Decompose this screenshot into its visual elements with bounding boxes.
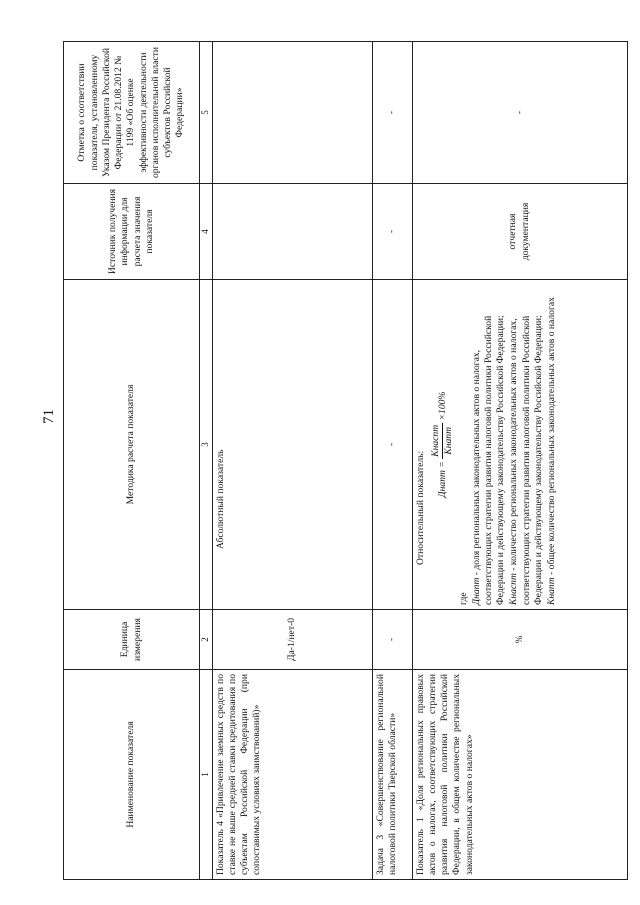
formula-denominator: Кнапт bbox=[443, 426, 455, 455]
task-mark: - bbox=[372, 42, 412, 184]
header-source: Источник получения информации для расчета значения показателя bbox=[64, 184, 200, 280]
column-number: 3 bbox=[200, 280, 213, 610]
legend-item bbox=[471, 284, 508, 605]
task-name: Задача 3 «Совершенствование региональной налоговой политики Тверской области» bbox=[372, 670, 412, 880]
indicator-unit: Да-1/нет-0 bbox=[212, 610, 372, 670]
header-method: Методика расчета показателя bbox=[64, 280, 200, 610]
method-intro: Относительный показатель: bbox=[414, 450, 426, 565]
legend-text: - общее количество региональных законодательных актов о налогах bbox=[546, 297, 558, 578]
indicator-name: Показатель 4 «Привлечение заемных средств по ставке не выше средней ставки кредитования по субъектам Российской Федерации (при сопоставимых условиях заимствований)» bbox=[212, 670, 372, 880]
formula-legend bbox=[471, 284, 559, 605]
indicator-table bbox=[63, 41, 628, 880]
formula-where: где bbox=[458, 592, 470, 605]
indicator-unit: % bbox=[412, 610, 627, 670]
indicator-mark: - bbox=[412, 42, 627, 184]
task-unit: - bbox=[372, 610, 412, 670]
indicator-source bbox=[212, 184, 372, 280]
legend-term: Кнапт bbox=[546, 577, 558, 605]
page-number: 71 bbox=[41, 409, 57, 424]
legend-text: - доля региональных законодательных актов о налогах, соответствующих стратегии развития налоговой политики Российской Федерации и действующему законодательству Российской Федерации; bbox=[470, 315, 507, 605]
table-row bbox=[372, 42, 412, 880]
header-mark: Отметка о соответствии показателя, установленному Указом Президента Российской Федерации от 21.08.2012 № 1199 «Об оценке эффективности деятельности органов исполнительной власти субъектов Российской Федерации» bbox=[64, 42, 200, 184]
legend-text: - количество региональных законодательных актов о налогах, соответствующих стратегии развития налоговой политики Российской Федерации и действующему законодательству Российской Федерации; bbox=[508, 315, 544, 605]
task-source: - bbox=[372, 184, 412, 280]
formula: Днапт = Кнаспт Кнапт ×100% bbox=[429, 391, 455, 498]
task-method: - bbox=[372, 280, 412, 610]
formula-numerator: Кнаспт bbox=[430, 423, 443, 459]
column-number: 1 bbox=[200, 670, 213, 880]
indicator-mark bbox=[212, 42, 372, 184]
formula-lhs: Днапт bbox=[436, 470, 448, 498]
formula-tail: ×100% bbox=[436, 391, 448, 421]
indicator-name: Показатель 1 «Доля региональных правовых актов о налогах, соответствующих стратегии развития налоговой политики Российской Федерации, в общем количестве региональных законодательных актов о налогах» bbox=[412, 670, 627, 880]
column-number-row bbox=[200, 42, 213, 880]
legend-term: Кнаспт bbox=[508, 573, 520, 605]
indicator-method: Абсолютный показатель bbox=[212, 280, 372, 610]
column-number: 2 bbox=[200, 610, 213, 670]
indicator-method bbox=[412, 280, 627, 610]
header-unit: Единица измерения bbox=[64, 610, 200, 670]
rotated-table-wrapper bbox=[63, 42, 628, 880]
legend-item bbox=[508, 284, 545, 605]
formula-fraction bbox=[430, 423, 456, 459]
column-number: 5 bbox=[200, 42, 213, 184]
header-indicator-name: Наименование показателя bbox=[64, 670, 200, 880]
legend-item bbox=[546, 284, 558, 605]
table-header-row bbox=[64, 42, 200, 880]
table-row bbox=[412, 42, 627, 880]
indicator-source: отчетная документация bbox=[412, 184, 627, 280]
table-row bbox=[212, 42, 372, 880]
column-number: 4 bbox=[200, 184, 213, 280]
legend-term: Днапт bbox=[470, 577, 482, 605]
